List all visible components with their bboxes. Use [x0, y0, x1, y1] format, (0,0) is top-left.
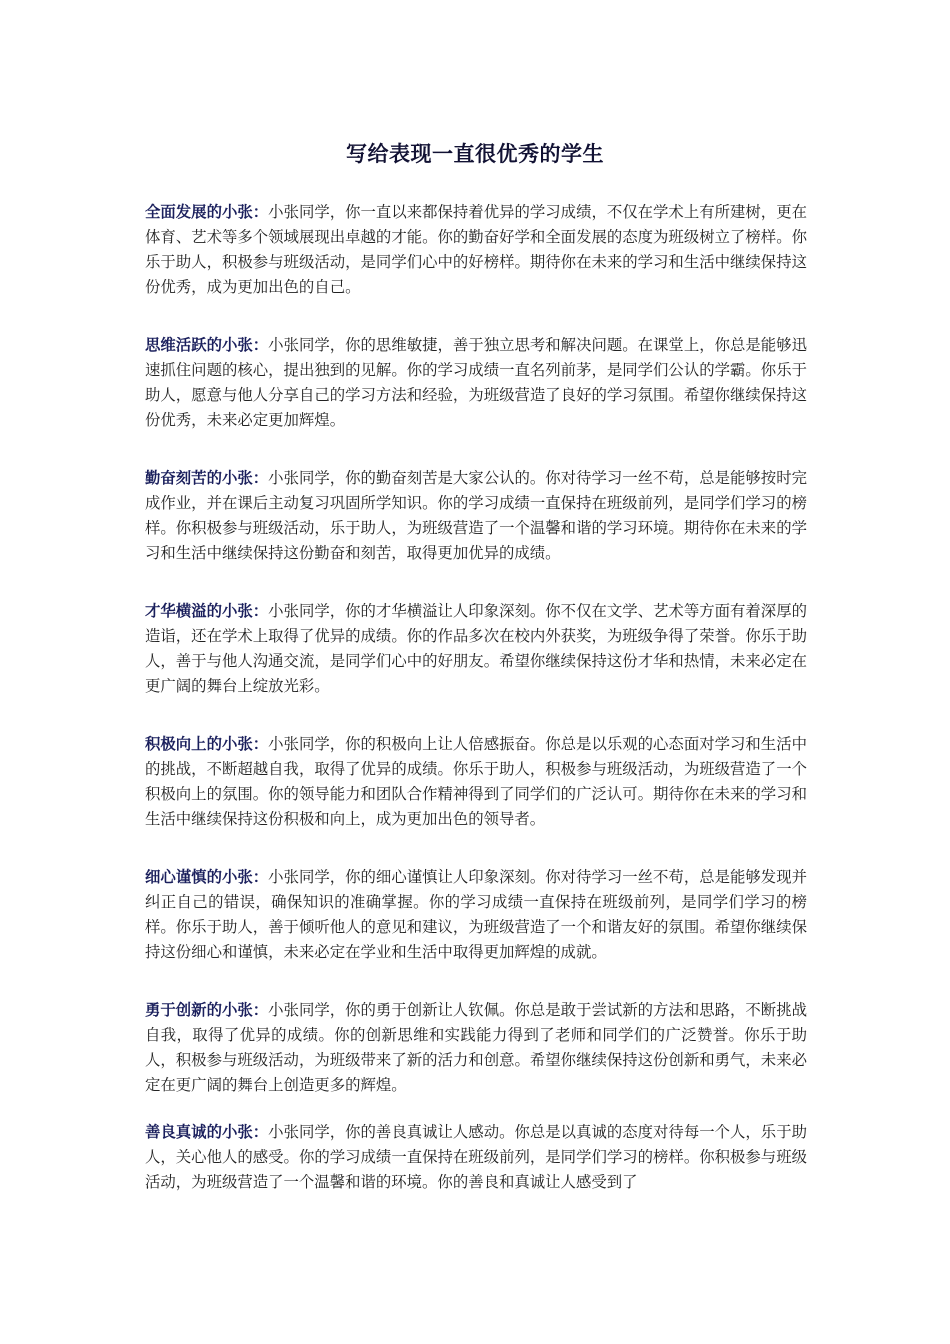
paragraph-text: 小张同学，你的勇于创新让人钦佩。你总是敢于尝试新的方法和思路，不断挑战自我，取得了优异的成绩。你的创新思维和实践能力得到了老师和同学们的广泛赞誉。你乐于助人，积极参与班级活动，为班级带来了新的活力和创意。希望你继续保持这份创新和勇气，未来必定在更广阔的舞台上创造更多的辉煌。: [145, 1001, 807, 1094]
paragraph-text: 小张同学，你的才华横溢让人印象深刻。你不仅在文学、艺术等方面有着深厚的造诣，还在学术上取得了优异的成绩。你的作品多次在校内外获奖，为班级争得了荣誉。你乐于助人，善于与他人沟通交流，是同学们心中的好朋友。希望你继续保持这份才华和热情，未来必定在更广阔的舞台上绽放光彩。: [145, 602, 807, 695]
paragraph-kind-sincere: [145, 1120, 807, 1195]
paragraph-text: 小张同学，你的积极向上让人倍感振奋。你总是以乐观的心态面对学习和生活中的挑战，不断超越自我，取得了优异的成绩。你乐于助人，积极参与班级活动，为班级营造了一个积极向上的氛围。你的领导能力和团队合作精神得到了同学们的广泛认可。期待你在未来的学习和生活中继续保持这份积极和向上，成为更加出色的领导者。: [145, 735, 807, 828]
paragraph-text: 小张同学，你一直以来都保持着优异的学习成绩，不仅在学术上有所建树，更在体育、艺术等多个领域展现出卓越的才能。你的勤奋好学和全面发展的态度为班级树立了榜样。你乐于助人，积极参与班级活动，是同学们心中的好榜样。期待你在未来的学习和生活中继续保持这份优秀，成为更加出色的自己。: [145, 203, 807, 296]
paragraph-lead: 才华横溢的小张：: [145, 602, 269, 620]
paragraph-diligent: [145, 466, 807, 566]
paragraph-lead: 勇于创新的小张：: [145, 1001, 269, 1019]
paragraph-text: 小张同学，你的善良真诚让人感动。你总是以真诚的态度对待每一个人，乐于助人，关心他人的感受。你的学习成绩一直保持在班级前列，是同学们学习的榜样。你积极参与班级活动，为班级营造了一个温馨和谐的环境。你的善良和真诚让人感受到了: [145, 1123, 807, 1191]
paragraph-careful: [145, 865, 807, 965]
paragraph-lead: 细心谨慎的小张：: [145, 868, 269, 886]
paragraph-active-thinking: [145, 333, 807, 433]
paragraph-lead: 全面发展的小张：: [145, 203, 269, 221]
paragraph-talented: [145, 599, 807, 699]
paragraph-text: 小张同学，你的细心谨慎让人印象深刻。你对待学习一丝不苟，总是能够发现并纠正自己的错误，确保知识的准确掌握。你的学习成绩一直保持在班级前列，是同学们学习的榜样。你乐于助人，善于倾听他人的意见和建议，为班级营造了一个和谐友好的氛围。希望你继续保持这份细心和谨慎，未来必定在学业和生活中取得更加辉煌的成就。: [145, 868, 807, 961]
paragraph-lead: 思维活跃的小张：: [145, 336, 269, 354]
paragraph-lead: 善良真诚的小张：: [145, 1123, 269, 1141]
paragraph-text: 小张同学，你的勤奋刻苦是大家公认的。你对待学习一丝不苟，总是能够按时完成作业，并在课后主动复习巩固所学知识。你的学习成绩一直保持在班级前列，是同学们学习的榜样。你积极参与班级活动，乐于助人，为班级营造了一个温馨和谐的学习环境。期待你在未来的学习和生活中继续保持这份勤奋和刻苦，取得更加优异的成绩。: [145, 469, 807, 562]
document-body: [145, 200, 807, 1195]
paragraph-lead: 积极向上的小张：: [145, 735, 269, 753]
paragraph-innovative: [145, 998, 807, 1098]
paragraph-comprehensive: [145, 200, 807, 300]
paragraph-positive: [145, 732, 807, 832]
paragraph-text: 小张同学，你的思维敏捷，善于独立思考和解决问题。在课堂上，你总是能够迅速抓住问题的核心，提出独到的见解。你的学习成绩一直名列前茅，是同学们公认的学霸。你乐于助人，愿意与他人分享自己的学习方法和经验，为班级营造了良好的学习氛围。希望你继续保持这份优秀，未来必定更加辉煌。: [145, 336, 807, 429]
page-title: 写给表现一直很优秀的学生: [346, 141, 604, 166]
paragraph-lead: 勤奋刻苦的小张：: [145, 469, 269, 487]
